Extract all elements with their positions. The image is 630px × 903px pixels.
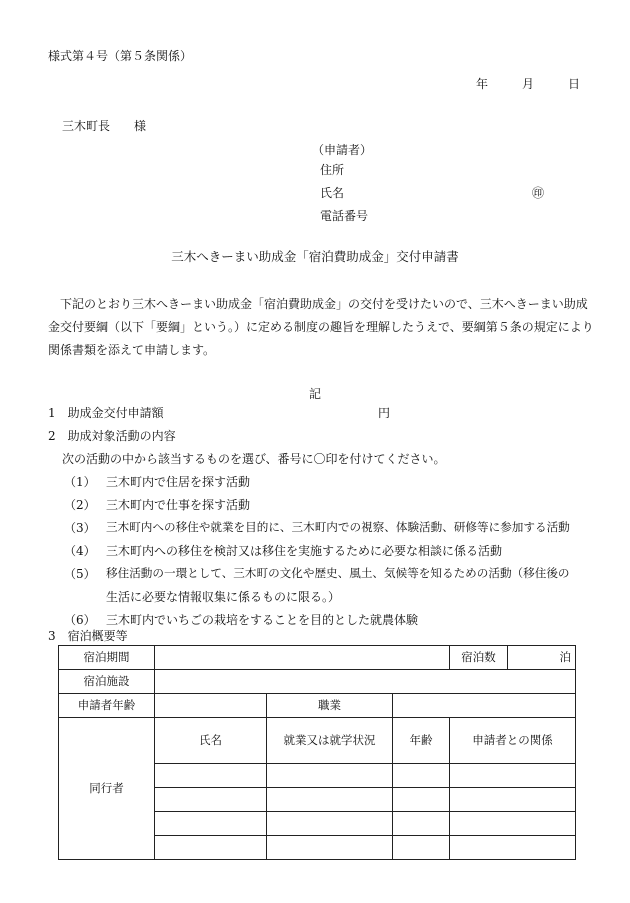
nights-label: 宿泊数 (450, 646, 508, 670)
section-3-label: 3 宿泊概要等 (48, 629, 128, 643)
applicant-age-label: 申請者年齢 (59, 694, 155, 718)
companion-age-field[interactable] (393, 764, 450, 788)
facility-label: 宿泊施設 (59, 670, 155, 694)
date-year: 年 (476, 77, 489, 91)
body-paragraph (48, 293, 594, 362)
nights-field[interactable]: 泊 (508, 646, 576, 670)
activity-number: （5） (64, 567, 96, 581)
activity-text: 三木町内で仕事を探す活動 (106, 498, 251, 512)
job-field[interactable] (393, 694, 576, 718)
companions-label: 同行者 (59, 718, 155, 860)
companion-status-field[interactable] (267, 812, 393, 836)
facility-field[interactable] (155, 670, 576, 694)
body-line: 金交付要綱（以下「要綱」という。）に定める制度の趣旨を理解したうえで、要綱第５条の規定により (48, 320, 594, 334)
companion-name-field[interactable] (155, 836, 267, 860)
stay-summary-table (58, 645, 576, 860)
companion-name-field[interactable] (155, 764, 267, 788)
companion-name-field[interactable] (155, 788, 267, 812)
table-row (59, 670, 576, 694)
document-title: 三木へきーまい助成金「宿泊費助成金」交付申請書 (171, 249, 459, 264)
date-day: 日 (568, 77, 581, 91)
body-line: 関係書類を添えて申請します。 (48, 343, 216, 357)
activity-text: 三木町内への移住を検討又は移住を実施するために必要な相談に係る活動 (106, 544, 503, 558)
activity-text: 三木町内で住居を探す活動 (106, 475, 251, 489)
companion-relation-field[interactable] (450, 812, 576, 836)
name-label: 氏名 (320, 186, 345, 200)
phone-label: 電話番号 (320, 209, 369, 223)
activity-number: （2） (64, 498, 96, 512)
table-row (59, 694, 576, 718)
companion-relation-field[interactable] (450, 836, 576, 860)
activity-number: （6） (64, 613, 96, 627)
body-line: 下記のとおり三木へきーまい助成金「宿泊費助成金」の交付を受けたいので、三木へきーまい助成 (60, 297, 588, 311)
companion-name-field[interactable] (155, 812, 267, 836)
activity-text-continued: 生活に必要な情報収集に係るものに限る。） (106, 590, 341, 604)
applicant-age-field[interactable] (155, 694, 267, 718)
activity-number: （4） (64, 544, 96, 558)
column-header-relation: 申請者との関係 (450, 718, 576, 764)
companion-age-field[interactable] (393, 788, 450, 812)
date-month: 月 (522, 77, 535, 91)
companion-status-field[interactable] (267, 788, 393, 812)
section-1-label: 1 助成金交付申請額 (48, 406, 164, 420)
activity-text: 三木町内でいちごの栽培をすることを目的とした就農体験 (106, 613, 419, 627)
section-2-instruction: 次の活動の中から該当するものを選び、番号に〇印を付けてください。 (62, 452, 446, 466)
applicant-heading: （申請者） (312, 143, 373, 157)
form-number: 様式第４号（第５条関係） (48, 49, 193, 63)
table-row (59, 646, 576, 670)
column-header-name: 氏名 (155, 718, 267, 764)
column-header-status: 就業又は就学状況 (267, 718, 393, 764)
stay-period-field[interactable] (155, 646, 450, 670)
addressee: 三木町長 様 (62, 119, 147, 133)
activity-number: （1） (64, 475, 96, 489)
companion-age-field[interactable] (393, 836, 450, 860)
activity-text: 三木町内への移住や就業を目的に、三木町内での視察、体験活動、研修等に参加する活動 (106, 520, 570, 534)
activity-number: （3） (64, 521, 96, 535)
section-2-label: 2 助成対象活動の内容 (48, 429, 176, 443)
companion-status-field[interactable] (267, 764, 393, 788)
companion-age-field[interactable] (393, 812, 450, 836)
companion-status-field[interactable] (267, 836, 393, 860)
amount-unit: 円 (378, 406, 391, 420)
ki-heading: 記 (309, 387, 322, 401)
companion-relation-field[interactable] (450, 788, 576, 812)
column-header-age: 年齢 (393, 718, 450, 764)
seal-mark: ㊞ (532, 186, 545, 200)
table-row (59, 718, 576, 764)
activity-text: 移住活動の一環として、三木町の文化や歴史、風土、気候等を知るための活動（移住後の (106, 566, 570, 580)
stay-period-label: 宿泊期間 (59, 646, 155, 670)
address-label: 住所 (320, 163, 345, 177)
companion-relation-field[interactable] (450, 764, 576, 788)
job-label: 職業 (267, 694, 393, 718)
